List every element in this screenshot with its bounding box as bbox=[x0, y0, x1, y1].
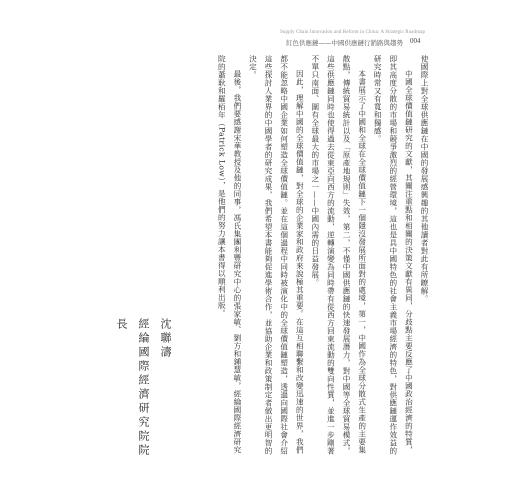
header-chinese-title: 紅色供應鏈——中國供應鏈行銷路與趨勢 bbox=[286, 39, 403, 47]
signature-affiliation: 經綸國際經濟研究院院長 bbox=[115, 318, 150, 458]
paragraph: 本書展示了中國和全球在全球價值鏈下一個隱沒發展所面對的處境，第一，中國作為全球分散式生產的主要集散點，傳統貿易統計以及「原產地規則」失效，第二，不僅中國供應鏈的快速發展潛力，對中國等全球貿易模式，這些供應鏈同時也使得過去從東亞向西方的流動，逆轉演變為同時帶有從西方回東流動的雙向性質，並進一步剛著不單只南面、圍有全球最大的市場之一——中國內需的日益發展。 bbox=[310, 55, 367, 455]
paragraph: 使國際上對全球供應鏈在中國的發展感興趣的其他讀者對此有所瞭解。 bbox=[420, 55, 429, 303]
paragraph: 因此，理解中國的全球價值鏈，對全球的企業家和政府來說極其重要。在這互相聯繫和改變迅速的世界，我們都不能忽略中國企業如何塑造全球價值鏈。並在這個過程中同時被演化中的全球價值鏈塑造，透過向國際社會介紹這些探討人業界的中國學者的研究成果，我們希望本書能夠促進學術合作，並協助企業和政策制定者做出更明智的決定。 bbox=[248, 55, 305, 455]
signature-block bbox=[110, 318, 176, 468]
signature-name: 沈聯濤 bbox=[159, 318, 172, 360]
page-number: 004 bbox=[410, 37, 421, 45]
header-english-title: Supply Chain Innovation and Reform in China: A Strategic Roadmap bbox=[280, 30, 426, 35]
paragraph: 最後，我們要感謝宋華教授及他的同事，馮氏集團利豐研究中心的張家敏、劉方和鍾慧敏，經綸國際經濟研究院的蕭耿和羅栢年（Patrick Low），是他們的努力讓本書得以順利出版。 bbox=[217, 55, 242, 455]
paragraph: 中國全球價值鏈研究的文獻，其關注重點和相關的決策文獻有異同，分歧點主要反應了中國政治經濟的特質，即其高度分散的市場和競爭激烈的經營環境，這也是具中國特色的社會主義市場經濟的特色，對供應鏈運作效益的研究時常又有寬和獨感。 bbox=[373, 55, 414, 455]
